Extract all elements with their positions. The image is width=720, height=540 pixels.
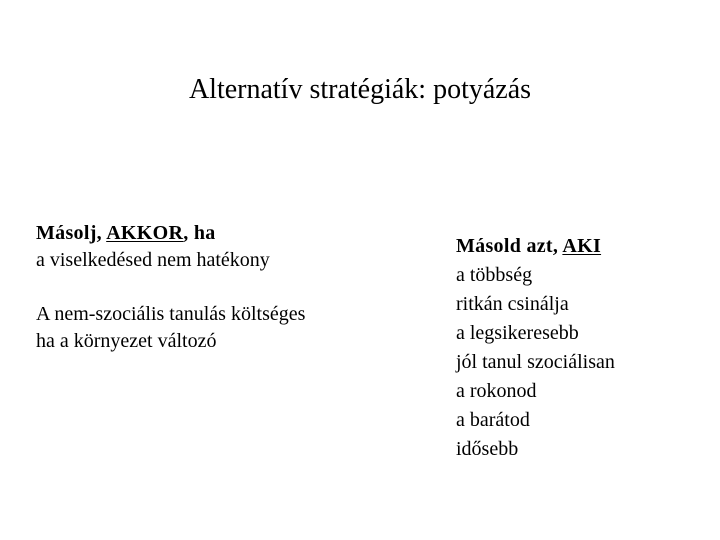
list-item: a rokonod [456, 380, 537, 402]
list-item: a többség [456, 264, 533, 286]
left-line-1: a viselkedésed nem hatékony [36, 249, 270, 271]
list-item: a barátod [456, 409, 530, 431]
left-spacer [36, 274, 376, 301]
list-item: ritkán csinálja [456, 293, 569, 315]
left-line-2: A nem-szociális tanulás költséges [36, 303, 306, 325]
left-heading-emphasis: AKKOR [106, 222, 184, 244]
slide-title: Alternatív stratégiák: potyázás [188, 74, 532, 105]
left-heading-suffix: , ha [183, 222, 216, 244]
right-column [456, 232, 706, 464]
left-heading-prefix: Másolj, [36, 222, 107, 244]
left-column [36, 220, 376, 355]
list-item: jól tanul szociálisan [456, 351, 615, 373]
list-item: idősebb [456, 438, 519, 460]
right-heading-emphasis: AKI [562, 235, 602, 257]
left-line-3: ha a környezet változó [36, 330, 217, 352]
right-heading-prefix: Másold azt, [456, 235, 563, 257]
list-item: a legsikeresebb [456, 322, 579, 344]
right-heading [456, 232, 706, 261]
left-heading [36, 220, 376, 247]
